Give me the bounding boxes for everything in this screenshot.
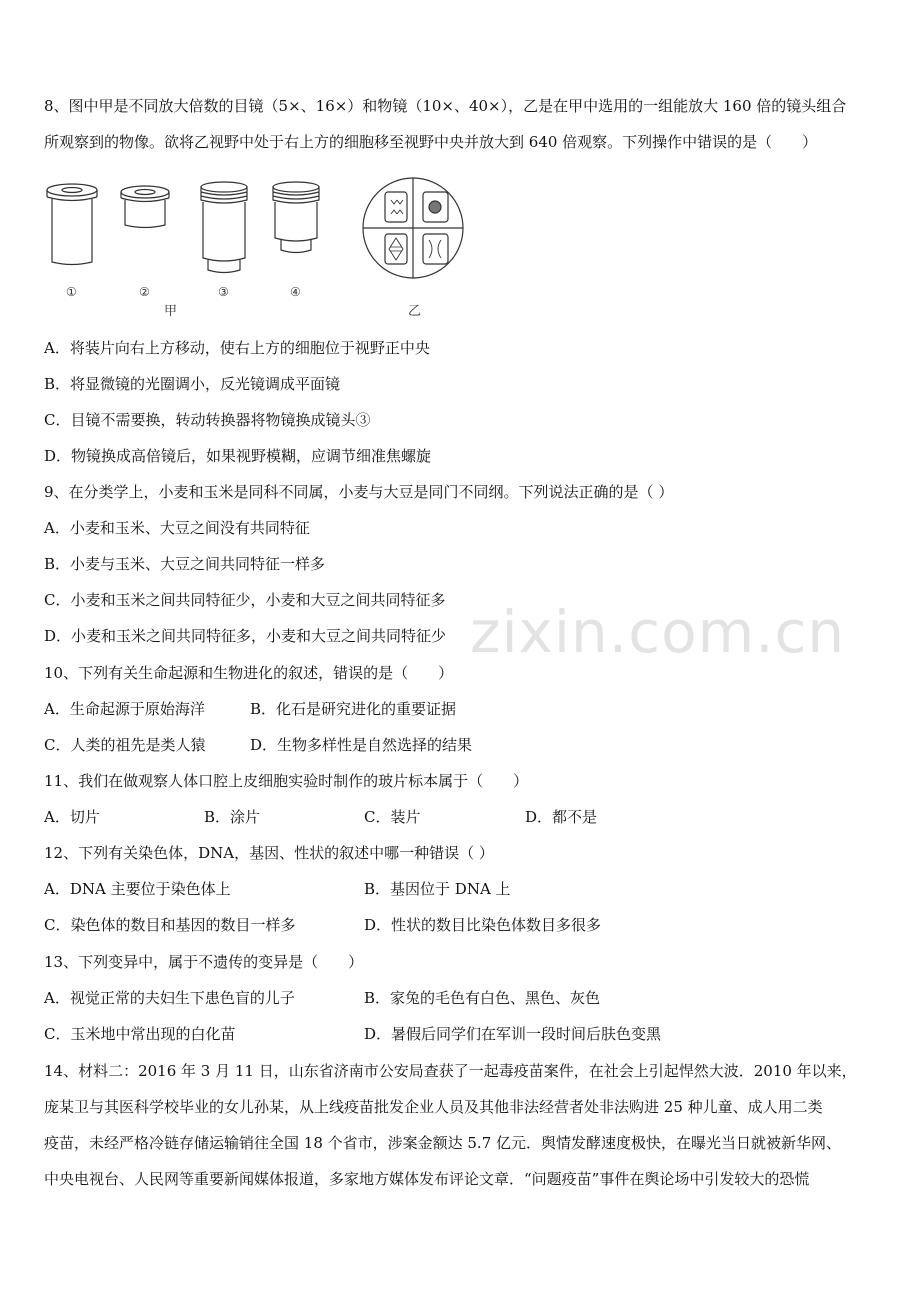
q14-line3: 疫苗，未经严格冷链存储运输销往全国 18 个省市，涉案金额达 5.7 亿元．舆情发酵速度极快，在曝光当日就被新华网、	[44, 1134, 842, 1152]
q12-option-d: D．性状的数目比染色体数目多很多	[364, 916, 602, 934]
q13-option-c: C．玉米地中常出现的白化苗	[44, 1025, 236, 1043]
q8-stem-line2: 所观察到的物像。欲将乙视野中处于右上方的细胞移至视野中央并放大到 640 倍观察。下列操作中错误的是（ ）	[44, 133, 818, 151]
q12-option-a: A．DNA 主要位于染色体上	[44, 880, 231, 898]
q11-option-a: A．切片	[44, 808, 100, 826]
watermark: zixin.com.cn	[470, 598, 846, 666]
q9-option-d: D．小麦和玉米之间共同特征多，小麦和大豆之间共同特征少	[44, 627, 447, 645]
q8-option-d: D．物镜换成高倍镜后，如果视野模糊，应调节细准焦螺旋	[44, 447, 432, 465]
q13-option-a: A．视觉正常的夫妇生下患色盲的儿子	[44, 989, 295, 1007]
q9-option-a: A．小麦和玉米、大豆之间没有共同特征	[44, 519, 310, 537]
q9-stem: 9、在分类学上，小麦和玉米是同科不同属，小麦与大豆是同门不同纲。下列说法正确的是（ ）	[44, 483, 674, 501]
q14-line2: 庞某卫与其医科学校毕业的女儿孙某，从上线疫苗批发企业人员及其他非法经营者处非法购进 25 种儿童、成人用二类	[44, 1098, 823, 1116]
q8-figure	[40, 170, 500, 320]
q8-option-b: B．将显微镜的光圈调小，反光镜调成平面镜	[44, 375, 341, 393]
lens-label-2: ②	[139, 285, 150, 299]
q11-option-d: D．都不是	[525, 808, 598, 826]
q13-stem: 13、下列变异中，属于不遗传的变异是（ ）	[44, 953, 364, 971]
eyepiece-lens-2	[121, 186, 169, 228]
eyepiece-lens-1	[47, 184, 97, 265]
q8-option-c: C．目镜不需要换，转动转换器将物镜换成镜头③	[44, 411, 371, 429]
lens-label-3: ③	[218, 285, 229, 299]
q8-option-a: A．将装片向右上方移动，使右上方的细胞位于视野正中央	[44, 339, 430, 357]
q11-stem: 11、我们在做观察人体口腔上皮细胞实验时制作的玻片标本属于（ ）	[44, 772, 529, 790]
q14-line4: 中央电视台、人民网等重要新闻媒体报道，多家地方媒体发布评论文章．“问题疫苗”事件在舆论场中引发较大的恐慌	[44, 1170, 810, 1188]
objective-lens-4	[273, 182, 319, 253]
lens-label-1: ①	[66, 285, 77, 299]
figure-caption-jia: 甲	[164, 304, 178, 319]
q9-option-c: C．小麦和玉米之间共同特征少，小麦和大豆之间共同特征多	[44, 591, 446, 609]
figure-caption-yi: 乙	[408, 304, 422, 319]
q13-option-b: B．家兔的毛色有白色、黑色、灰色	[364, 989, 601, 1007]
q9-option-b: B．小麦与玉米、大豆之间共同特征一样多	[44, 555, 326, 573]
q10-option-b: B．化石是研究进化的重要证据	[250, 700, 457, 718]
lens-label-4: ④	[290, 285, 301, 299]
q13-option-d: D．暑假后同学们在军训一段时间后肤色变黑	[364, 1025, 662, 1043]
field-of-view-yi	[363, 178, 463, 278]
q12-option-b: B．基因位于 DNA 上	[364, 880, 511, 898]
q14-line1: 14、材料二：2016 年 3 月 11 日，山东省济南市公安局查获了一起毒疫苗案件，在社会上引起悍然大波．2010 年以来，	[44, 1062, 857, 1080]
q8-stem-line1: 8、图中甲是不同放大倍数的目镜（5×、16×）和物镜（10×、40×），乙是在甲中选用的一组能放大 160 倍的镜头组合	[44, 97, 847, 115]
q12-stem: 12、下列有关染色体，DNA，基因、性状的叙述中哪一种错误（ ）	[44, 844, 494, 862]
q10-option-a: A．生命起源于原始海洋	[44, 700, 205, 718]
objective-lens-3	[201, 182, 247, 273]
q10-stem: 10、下列有关生命起源和生物进化的叙述，错误的是（ ）	[44, 664, 454, 682]
microscope-lenses-diagram	[40, 170, 500, 320]
q10-option-d: D．生物多样性是自然选择的结果	[250, 736, 473, 754]
q12-option-c: C．染色体的数目和基因的数目一样多	[44, 916, 296, 934]
q11-option-b: B．涂片	[204, 808, 261, 826]
q11-option-c: C．装片	[364, 808, 421, 826]
q10-option-c: C．人类的祖先是类人猿	[44, 736, 206, 754]
